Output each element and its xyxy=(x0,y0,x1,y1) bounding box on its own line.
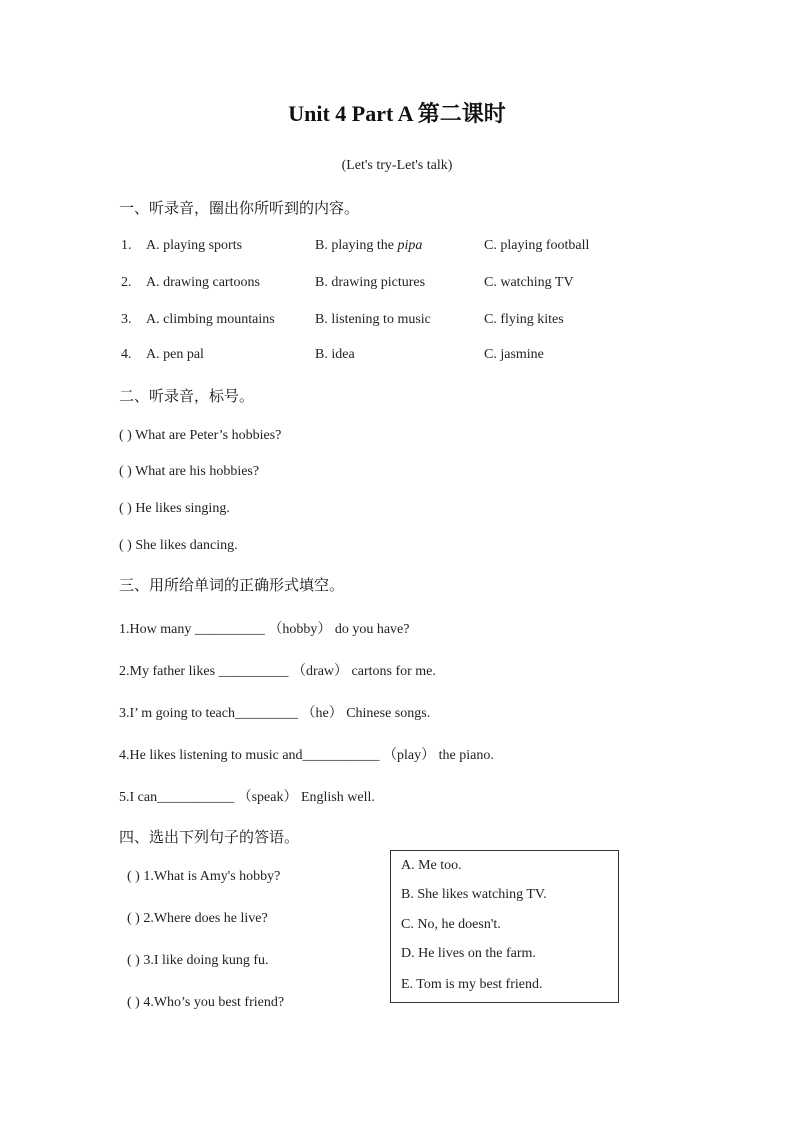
page-title: Unit 4 Part A 第二课时 xyxy=(288,101,506,126)
fill-in-item: 3.I’ m going to teach_________ （he） Chinese songs. xyxy=(119,706,431,721)
question-item: ( ) 4.Who’s you best friend? xyxy=(127,995,285,1010)
answer-option: D. He lives on the farm. xyxy=(401,946,536,961)
row-number: 2. xyxy=(121,275,132,290)
option-a: A. pen pal xyxy=(146,347,204,362)
answer-option: A. Me too. xyxy=(401,858,462,873)
row-number: 4. xyxy=(121,347,132,362)
option-b: B. idea xyxy=(315,347,355,362)
row-number: 1. xyxy=(121,238,132,253)
list-item: ( ) She likes dancing. xyxy=(119,538,238,553)
question-item: ( ) 2.Where does he live? xyxy=(127,911,268,926)
option-b: B. playing the pipa xyxy=(315,238,423,253)
fill-in-item: 4.He likes listening to music and___________ （play） the piano. xyxy=(119,748,494,763)
list-item: ( ) What are his hobbies? xyxy=(119,464,260,479)
question-item: ( ) 1.What is Amy's hobby? xyxy=(127,869,281,884)
answer-option: E. Tom is my best friend. xyxy=(401,977,543,992)
row-number: 3. xyxy=(121,312,132,327)
answer-option: B. She likes watching TV. xyxy=(401,887,547,902)
option-a: A. drawing cartoons xyxy=(146,275,260,290)
option-a: A. climbing mountains xyxy=(146,312,275,327)
option-c: C. watching TV xyxy=(484,275,574,290)
section-4-heading: 四、选出下列句子的答语。 xyxy=(119,830,300,846)
section-1-heading: 一、听录音，圈出你所听到的内容。 xyxy=(119,201,360,217)
answer-option: C. No, he doesn't. xyxy=(401,917,501,932)
fill-in-item: 2.My father likes __________ （draw） cartons for me. xyxy=(119,664,436,679)
option-b-italic-word: pipa xyxy=(397,238,423,253)
page-subtitle: (Let's try-Let's talk) xyxy=(341,158,453,173)
option-c: C. flying kites xyxy=(484,312,564,327)
section-2-heading: 二、听录音，标号。 xyxy=(119,389,255,405)
fill-in-item: 5.I can___________ （speak） English well. xyxy=(119,790,375,805)
option-c: C. jasmine xyxy=(484,347,544,362)
list-item: ( ) He likes singing. xyxy=(119,501,230,516)
section-3-heading: 三、用所给单词的正确形式填空。 xyxy=(119,578,345,594)
question-item: ( ) 3.I like doing kung fu. xyxy=(127,953,269,968)
fill-in-item: 1.How many __________ （hobby） do you have? xyxy=(119,622,410,637)
option-a: A. playing sports xyxy=(146,238,243,253)
answer-options-box xyxy=(390,850,619,1003)
option-c: C. playing football xyxy=(484,238,590,253)
option-b: B. listening to music xyxy=(315,312,431,327)
option-b: B. drawing pictures xyxy=(315,275,426,290)
list-item: ( ) What are Peter’s hobbies? xyxy=(119,428,282,443)
